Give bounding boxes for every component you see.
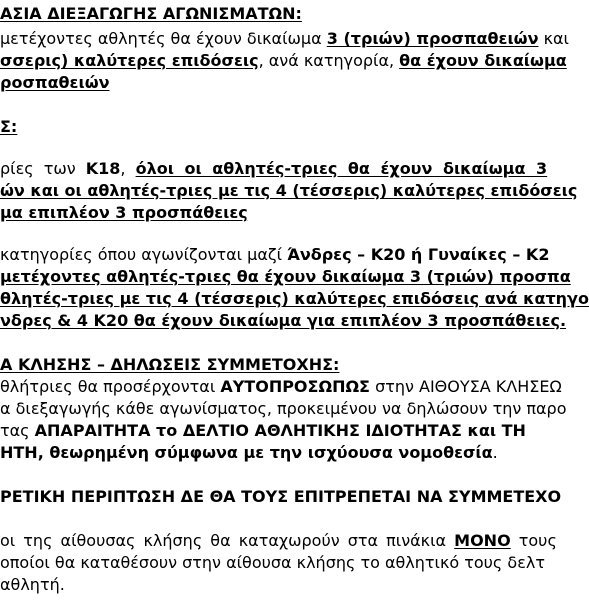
text-run: οι της αίθουσας κλήσης θα καταχωρούν στα πινάκια	[0, 531, 455, 550]
warning-line: ΡΕΤΙΚΗ ΠΕΡΙΠΤΩΣΗ ΔΕ ΘΑ ΤΟΥΣ ΕΠΙΤΡΕΠΕΤΑΙ ΝΑ ΣΥΜΜΕΤΕΧΟ	[0, 487, 562, 506]
paragraph-line	[0, 159, 547, 179]
text-run-bold: Κ18	[85, 159, 121, 178]
section-heading-short: Σ:	[0, 117, 18, 136]
text-run: τας	[0, 421, 35, 440]
text-run: ρίες των	[0, 159, 86, 178]
text-run: στην ΑΙΘΟΥΣΑ ΚΛΗΣΕΩ	[369, 377, 562, 396]
paragraph-line	[0, 245, 549, 265]
paragraph-line: ροσπαθειών	[0, 73, 110, 92]
text-run: μετέχοντες αθλητές θα έχουν δικαίωμα	[0, 29, 327, 48]
section-heading-call-room: Α ΚΛΗΣΗΣ – ΔΗΛΩΣΕΙΣ ΣΥΜΜΕΤΟΧΗΣ:	[0, 355, 340, 374]
text-run: ,	[120, 159, 136, 178]
text-run-bold: ΗΤΗ, θεωρημένη σύμφωνα με την ισχύουσα νομοθεσία	[0, 443, 493, 462]
text-run: .	[492, 443, 498, 462]
paragraph-line: α διεξαγωγής κάθε αγωνίσματος, προκειμένου να δηλώσουν την παρο	[0, 399, 567, 418]
paragraph-line: οποίοι θα καταθέσουν στην αίθουσα κλήσης το αθλητικό τους δελτ	[0, 553, 545, 572]
text-run-emphasis: 3 (τριών) προσπαθειών	[326, 29, 539, 48]
paragraph-line: θλητές-τριες με τις 4 (τέσσερις) καλύτερες επιδόσεις ανά κατηγο	[0, 289, 589, 308]
paragraph-line: ών και οι αθλητές-τριες με τις 4 (τέσσερις) καλύτερες επιδόσεις	[0, 181, 578, 200]
paragraph-line	[0, 377, 562, 397]
text-run-emphasis: όλοι οι αθλητές-τριες θα έχουν δικαίωμα 3	[135, 159, 548, 178]
text-run: , ανά κατηγορία,	[258, 51, 400, 70]
paragraph-line: μετέχοντες αθλητές-τριες θα έχουν δικαίωμα 3 (τριών) προσπα	[0, 267, 571, 286]
text-run-bold: ΑΠΑΡΑΙΤΗΤΑ το ΔΕΛΤΙΟ ΑΘΛΗΤΙΚΗΣ ΙΔΙΟΤΗΤΑΣ και ΤΗ	[34, 421, 526, 440]
paragraph-line: νδρες & 4 Κ20 θα έχουν δικαίωμα για επιπλέον 3 προσπάθειες.	[0, 311, 567, 330]
section-heading-procedure: ΑΣΙΑ ΔΙΕΞΑΓΩΓΗΣ ΑΓΩΝΙΣΜΑΤΩΝ:	[0, 4, 302, 23]
paragraph-line: μα επιπλέον 3 προσπάθειες	[0, 203, 248, 222]
paragraph-line	[0, 531, 557, 551]
text-run-emphasis: σσερις) καλύτερες επιδόσεις	[0, 51, 259, 70]
text-run-emphasis: θα έχουν δικαίωμα	[399, 51, 567, 70]
text-run: κατηγορίες όπου αγωνίζονται μαζί	[0, 245, 288, 264]
paragraph-line	[0, 421, 526, 441]
paragraph-line	[0, 29, 569, 49]
text-run: θλήτριες θα προσέρχονται	[0, 377, 221, 396]
text-run-bold: Άνδρες – Κ20 ή Γυναίκες – Κ2	[287, 245, 550, 264]
paragraph-line	[0, 51, 567, 71]
paragraph-line	[0, 443, 498, 463]
paragraph-line: αθλητή.	[0, 575, 65, 594]
text-run-bold: ΑΥΤΟΠΡΟΣΩΠΩΣ	[220, 377, 370, 396]
text-run: τους	[510, 531, 557, 550]
text-run: και	[538, 29, 569, 48]
text-run-emphasis: ΜΟΝΟ	[454, 531, 511, 550]
